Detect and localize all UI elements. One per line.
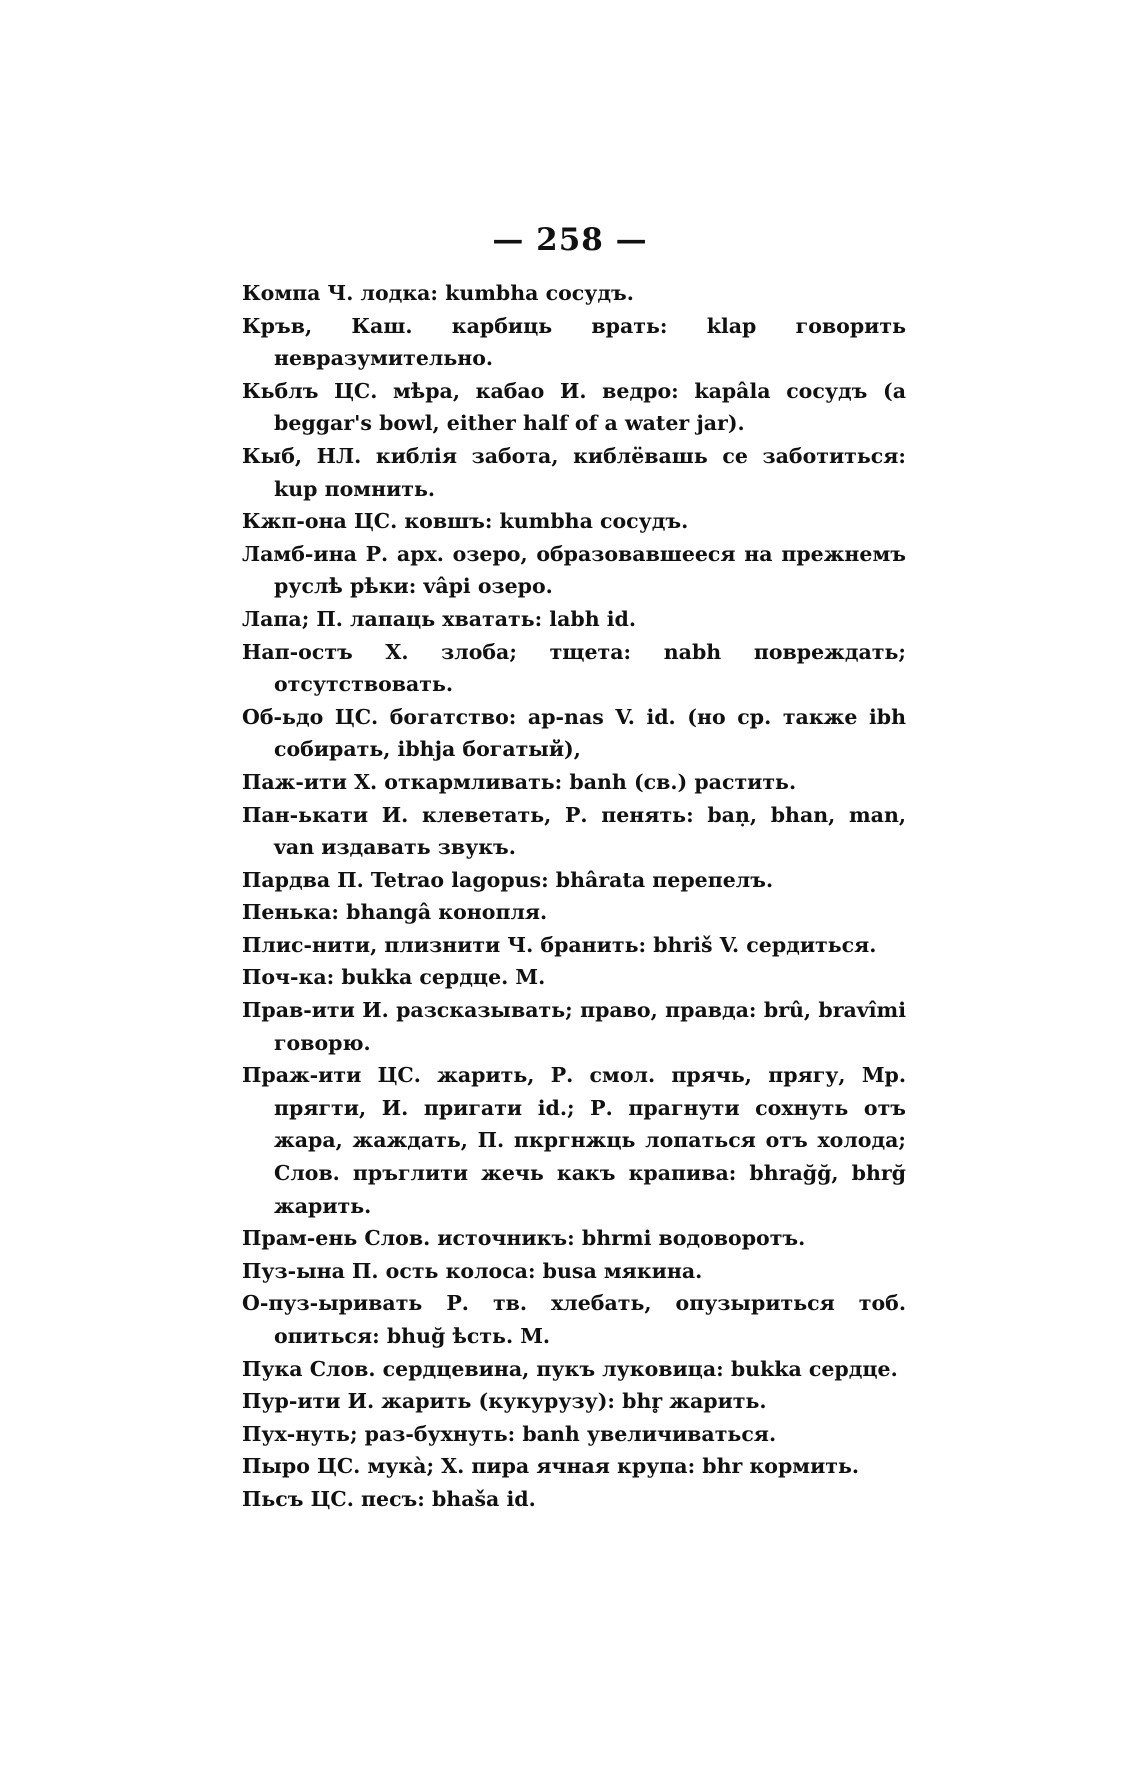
- dictionary-entries: [242, 277, 906, 1516]
- dictionary-entry: Кьблъ ЦС. мѣра, кабао И. ведро: kapâla сосудъ (a beggar's bowl, either half of a water jar).: [242, 378, 906, 436]
- dictionary-entry: Компа Ч. лодка: kumbha сосудъ.: [242, 281, 634, 305]
- dictionary-entry: Лапа; П. лапаць хватать: labh id.: [242, 606, 637, 631]
- dictionary-entry: Нап-остъ Х. злоба; тщета: nabh повреждать; отсутствовать.: [242, 639, 906, 697]
- dictionary-entry: Праж-ити ЦС. жарить, Р. смол. прячь, прягу, Мр. прягти, И. пригати id.; Р. прагнути сохнуть отъ жара, жаждать, П. пкргнжць лопаться отъ холода; Слов. пръглити жечь какъ крапива: bhrağğ, bhrğ жарить.: [242, 1063, 906, 1218]
- dictionary-entry: Прам-ень Слов. источникъ: bhrmi водоворотъ.: [242, 1226, 806, 1251]
- dictionary-entry: Об-ьдо ЦС. богатство: ap-nas V. id. (но ср. также ibh собирать, ibhja богатый),: [242, 704, 906, 762]
- dictionary-entry: Пан-ькати И. клеветать, Р. пенять: baṇ, bhan, man, van издавать звукъ.: [242, 802, 906, 860]
- dictionary-entry: Плис-нити, плизнити Ч. бранить: bhriš V. сердиться.: [242, 932, 877, 957]
- dictionary-entry: Пух-нуть; раз-бухнуть: banh увеличиваться.: [242, 1421, 777, 1446]
- dictionary-entry: Пуз-ына П. ость колоса: busa мякина.: [242, 1258, 703, 1283]
- dictionary-entry: Паж-ити Х. откармливать: banh (св.) растить.: [242, 769, 797, 794]
- dictionary-entry: Пука Слов. сердцевина, пукъ луковица: bukka сердце.: [242, 1356, 898, 1381]
- dictionary-entry: О-пуз-ыривать Р. тв. хлебать, опузыриться тоб. опиться: bhuğ ѣсть. М.: [242, 1291, 906, 1348]
- dictionary-entry: Пьсъ ЦС. песъ: bhaša id.: [242, 1486, 536, 1511]
- dictionary-entry: Ламб-ина Р. арх. озеро, образовавшееся на прежнемъ руслѣ рѣки: vâpi озеро.: [242, 541, 906, 599]
- dictionary-entry: Пур-ити И. жарить (кукурузу): bhr̥ жарить.: [242, 1389, 767, 1414]
- dictionary-entry: Прав-ити И. разсказывать; право, правда: brû, bravîmi говорю.: [242, 998, 906, 1055]
- dictionary-entry: Пардва П. Tetrao lagopus: bhârata перепелъ.: [242, 867, 774, 892]
- dictionary-entry: Пенька: bhangâ конопля.: [242, 900, 548, 925]
- dictionary-entry: Кжп-она ЦС. ковшъ: kumbha сосудъ.: [242, 509, 689, 534]
- dictionary-entry: Кыб, НЛ. киблія забота, киблёвашь се заботиться: kup помнить.: [242, 443, 906, 501]
- dictionary-entry: Кръв, Каш. карбиць врать: klap говорить невразумительно.: [242, 313, 906, 371]
- dictionary-entry: Пыро ЦС. мукà; Х. пира ячная крупа: bhr кормить.: [242, 1454, 860, 1479]
- page-number: — 258 —: [492, 222, 648, 258]
- dictionary-entry: Поч-ка: bukka сердце. М.: [242, 965, 546, 990]
